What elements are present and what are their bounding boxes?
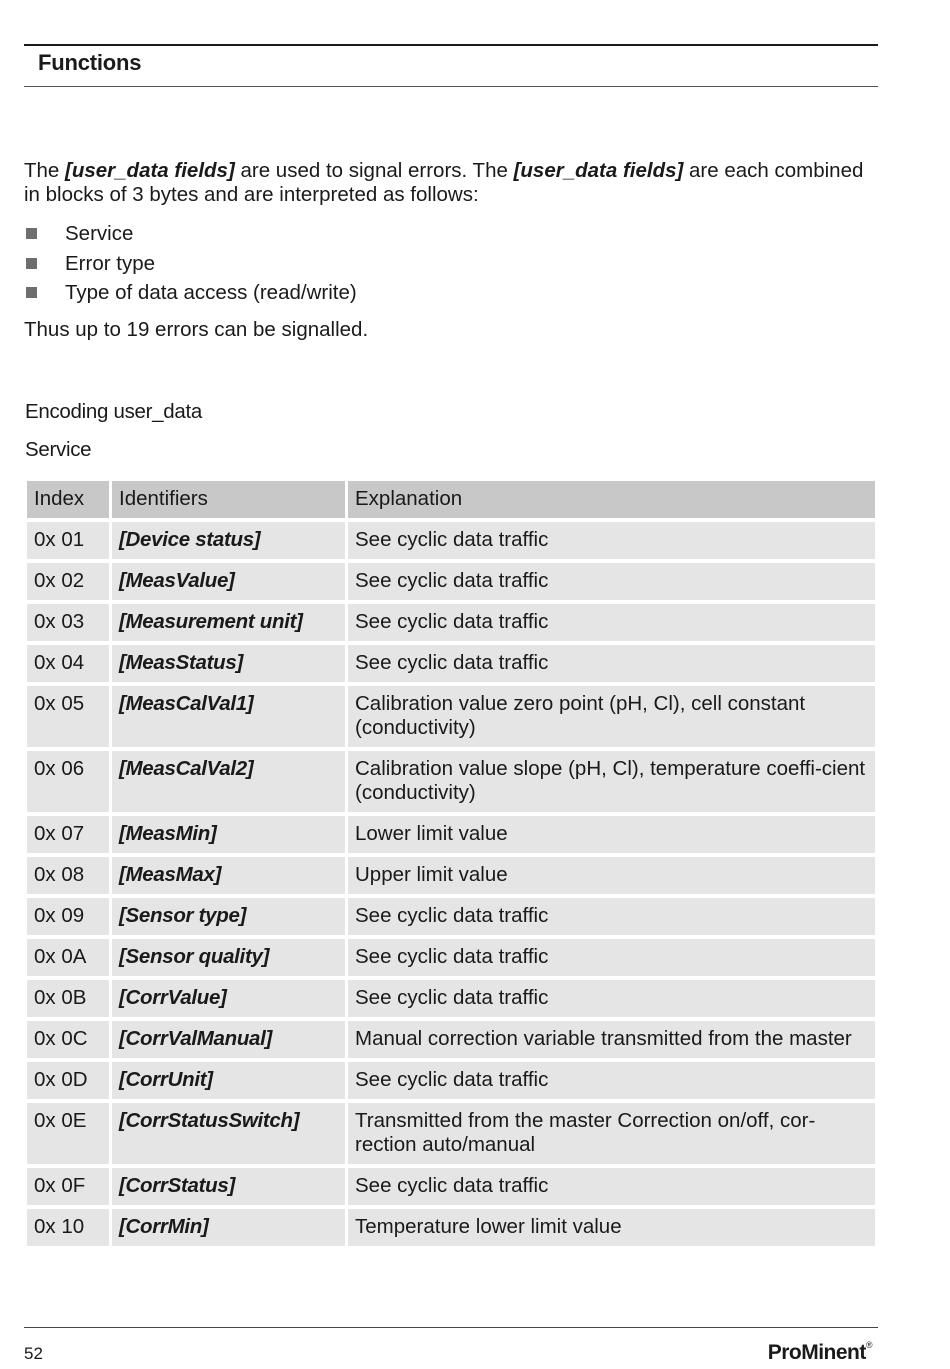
identifier-cell: [Sensor type]	[112, 898, 345, 935]
footer-rule	[24, 1327, 878, 1328]
explanation-cell: Transmitted from the master Correction on/off, cor-rection auto/manual	[348, 1103, 875, 1164]
explanation-cell: See cyclic data traffic	[348, 980, 875, 1017]
table-body	[27, 522, 875, 1246]
index-cell: 0x 04	[27, 645, 109, 682]
list-item	[24, 250, 357, 280]
table-row	[27, 939, 875, 976]
explanation-cell: See cyclic data traffic	[348, 645, 875, 682]
intro-paragraph	[24, 159, 884, 207]
explanation-cell: Calibration value slope (pH, Cl), temperature coeffi-cient (conductivity)	[348, 751, 875, 812]
index-cell: 0x 03	[27, 604, 109, 641]
index-cell: 0x 07	[27, 816, 109, 853]
bullet-square-icon	[26, 258, 37, 269]
explanation-cell: See cyclic data traffic	[348, 898, 875, 935]
table-row	[27, 1168, 875, 1205]
index-cell: 0x 0B	[27, 980, 109, 1017]
table-row	[27, 980, 875, 1017]
identifier-cell: [CorrValManual]	[112, 1021, 345, 1058]
table-row	[27, 1103, 875, 1164]
explanation-cell: See cyclic data traffic	[348, 939, 875, 976]
index-cell: 0x 05	[27, 686, 109, 747]
identifier-cell: [MeasStatus]	[112, 645, 345, 682]
index-cell: 0x 09	[27, 898, 109, 935]
field-reference: [user_data fields]	[513, 159, 684, 182]
summary-text: Thus up to 19 errors can be signalled.	[24, 318, 369, 341]
service-table	[24, 477, 878, 1250]
identifier-cell: [MeasCalVal1]	[112, 686, 345, 747]
bullet-square-icon	[26, 287, 37, 298]
table-row	[27, 816, 875, 853]
table-row	[27, 686, 875, 747]
explanation-cell: Upper limit value	[348, 857, 875, 894]
list-item-text: Error type	[65, 251, 155, 275]
identifier-cell: [MeasMin]	[112, 816, 345, 853]
list-item-text: Type of data access (read/write)	[65, 281, 357, 304]
brand-logo	[768, 1340, 872, 1365]
column-header-index: Index	[27, 481, 109, 518]
identifier-cell: [CorrStatus]	[112, 1168, 345, 1205]
bullet-square-icon	[26, 228, 37, 239]
index-cell: 0x 0D	[27, 1062, 109, 1099]
intro-text: are each combined in blocks of 3 bytes and are interpreted as follows:	[24, 159, 864, 206]
list-item	[24, 279, 357, 309]
explanation-cell: Calibration value zero point (pH, Cl), cell constant (conductivity)	[348, 686, 875, 747]
table-row	[27, 1021, 875, 1058]
identifier-cell: [Sensor quality]	[112, 939, 345, 976]
table-row	[27, 1062, 875, 1099]
index-cell: 0x 02	[27, 563, 109, 600]
index-cell: 0x 0F	[27, 1168, 109, 1205]
identifier-cell: [CorrValue]	[112, 980, 345, 1017]
column-header-identifiers: Identifiers	[112, 481, 345, 518]
header-bottom-rule	[24, 86, 878, 87]
column-header-explanation: Explanation	[348, 481, 875, 518]
index-cell: 0x 08	[27, 857, 109, 894]
registered-mark: ®	[865, 1340, 872, 1350]
identifier-cell: [CorrMin]	[112, 1209, 345, 1246]
explanation-cell: Manual correction variable transmitted from the master	[348, 1021, 875, 1058]
explanation-cell: See cyclic data traffic	[348, 522, 875, 559]
identifier-cell: [Measurement unit]	[112, 604, 345, 641]
intro-text: are used to signal errors. The	[234, 159, 514, 182]
identifier-cell: [MeasMax]	[112, 857, 345, 894]
explanation-cell: See cyclic data traffic	[348, 604, 875, 641]
bullet-list	[24, 220, 357, 309]
index-cell: 0x 06	[27, 751, 109, 812]
page-number: 52	[24, 1344, 43, 1363]
index-cell: 0x 0A	[27, 939, 109, 976]
table-header-row	[27, 481, 875, 518]
intro-text: The	[24, 159, 66, 182]
explanation-cell: Temperature lower limit value	[348, 1209, 875, 1246]
page-title: Functions	[38, 50, 142, 75]
index-cell: 0x 0E	[27, 1103, 109, 1164]
identifier-cell: [CorrStatusSwitch]	[112, 1103, 345, 1164]
identifier-cell: [Device status]	[112, 522, 345, 559]
table-row	[27, 898, 875, 935]
table-caption: Service	[25, 438, 92, 461]
brand-name: ProMinent	[767, 1341, 866, 1364]
identifier-cell: [MeasCalVal2]	[112, 751, 345, 812]
index-cell: 0x 0C	[27, 1021, 109, 1058]
table-row	[27, 563, 875, 600]
explanation-cell: See cyclic data traffic	[348, 563, 875, 600]
table-row	[27, 645, 875, 682]
header-top-rule	[24, 44, 878, 46]
table-row	[27, 522, 875, 559]
identifier-cell: [MeasValue]	[112, 563, 345, 600]
identifier-cell: [CorrUnit]	[112, 1062, 345, 1099]
table-row	[27, 604, 875, 641]
list-item	[24, 220, 357, 250]
section-heading: Encoding user_data	[25, 400, 202, 423]
explanation-cell: Lower limit value	[348, 816, 875, 853]
explanation-cell: See cyclic data traffic	[348, 1168, 875, 1205]
table-row	[27, 857, 875, 894]
list-item-text: Service	[65, 222, 134, 245]
explanation-cell: See cyclic data traffic	[348, 1062, 875, 1099]
table-row	[27, 751, 875, 812]
index-cell: 0x 01	[27, 522, 109, 559]
field-reference: [user_data fields]	[65, 159, 235, 182]
index-cell: 0x 10	[27, 1209, 109, 1246]
table-row	[27, 1209, 875, 1246]
